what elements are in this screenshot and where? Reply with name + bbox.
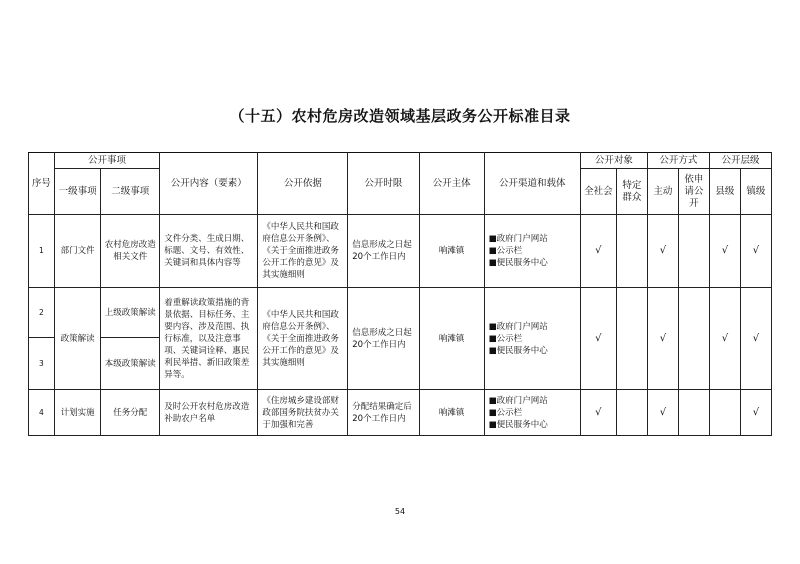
header-time: 公开时限 xyxy=(348,153,419,215)
row-level2: 上级政策解读 xyxy=(101,288,160,338)
header-level1: 一级事项 xyxy=(54,169,100,215)
header-seq: 序号 xyxy=(29,153,55,215)
row-level1: 政策解读 xyxy=(54,288,100,390)
row-subject: 响滩镇 xyxy=(419,215,484,288)
header-tier-county: 县级 xyxy=(709,169,740,215)
table-row xyxy=(29,215,772,288)
header-items: 公开事项 xyxy=(54,153,159,169)
row-level2: 农村危房改造相关文件 xyxy=(101,215,160,288)
check-active: √ xyxy=(647,390,678,436)
row-level2: 本级政策解读 xyxy=(101,338,160,390)
row-time: 信息形成之日起20个工作日内 xyxy=(348,288,419,390)
channel-item: ■便民服务中心 xyxy=(488,419,548,430)
channel-item: ■政府门户网站 xyxy=(488,321,548,332)
check-all: √ xyxy=(580,215,616,288)
row-level1: 计划实施 xyxy=(54,390,100,436)
row-content: 着重解读政策措施的背景依据、目标任务、主要内容、涉及范围、执行标准，以及注意事项、关键词诠释、惠民利民举措、新旧政策差异等。 xyxy=(160,288,258,390)
check-all: √ xyxy=(580,288,616,390)
header-subject: 公开主体 xyxy=(419,153,484,215)
header-tier: 公开层级 xyxy=(709,153,771,169)
header-content: 公开内容（要素） xyxy=(160,153,258,215)
check-town: √ xyxy=(740,390,771,436)
channel-item: ■便民服务中心 xyxy=(488,258,548,268)
channel-item: ■公示栏 xyxy=(488,407,523,418)
check-county xyxy=(709,390,740,436)
table-row xyxy=(29,288,772,338)
check-specific xyxy=(616,288,647,390)
row-basis: 《中华人民共和国政府信息公开条例》、《关于全面推进政务公开工作的意见》及其实施细则 xyxy=(258,288,348,390)
header-mode: 公开方式 xyxy=(647,153,709,169)
row-basis: 《中华人民共和国政府信息公开条例》、《关于全面推进政务公开工作的意见》及其实施细则 xyxy=(258,215,348,288)
check-specific xyxy=(616,390,647,436)
header-row-1 xyxy=(29,153,772,169)
check-all: √ xyxy=(580,390,616,436)
channel-item: ■公示栏 xyxy=(488,333,523,344)
row-seq: 2 xyxy=(29,288,55,338)
header-level2: 二级事项 xyxy=(101,169,160,215)
header-target: 公开对象 xyxy=(580,153,647,169)
table-row xyxy=(29,390,772,436)
header-target-specific: 特定群众 xyxy=(616,169,647,215)
row-seq: 3 xyxy=(29,338,55,390)
header-mode-active: 主动 xyxy=(647,169,678,215)
header-tier-town: 镇级 xyxy=(740,169,771,215)
channel-item: ■政府门户网站 xyxy=(488,395,548,406)
check-active: √ xyxy=(647,215,678,288)
check-active: √ xyxy=(647,288,678,390)
check-apply xyxy=(678,390,709,436)
row-subject: 响滩镇 xyxy=(419,390,484,436)
page-title: （十五）农村危房改造领域基层政务公开标准目录 xyxy=(229,107,571,125)
row-subject: 响滩镇 xyxy=(419,288,484,390)
check-specific xyxy=(616,215,647,288)
row-level2: 任务分配 xyxy=(101,390,160,436)
check-town: √ xyxy=(740,215,771,288)
channel-item: ■公示栏 xyxy=(488,246,523,256)
check-county: √ xyxy=(709,215,740,288)
row-channels xyxy=(484,390,580,436)
header-channel: 公开渠道和载体 xyxy=(484,153,580,215)
row-level1: 部门文件 xyxy=(54,215,100,288)
catalog-table xyxy=(28,152,772,436)
header-mode-apply: 依申请公开 xyxy=(678,169,709,215)
check-county: √ xyxy=(709,288,740,390)
row-channels xyxy=(484,288,580,390)
row-content: 及时公开农村危房改造补助农户名单 xyxy=(160,390,258,436)
check-apply xyxy=(678,215,709,288)
row-content: 文件分类、生成日期、标题、文号、有效性、关键词和具体内容等 xyxy=(160,215,258,288)
check-apply xyxy=(678,288,709,390)
header-basis: 公开依据 xyxy=(258,153,348,215)
channel-item: ■政府门户网站 xyxy=(488,234,548,244)
row-seq: 1 xyxy=(29,215,55,288)
row-basis: 《住房城乡建设部财政部国务院扶贫办关于加强和完善 xyxy=(258,390,348,436)
channel-item: ■便民服务中心 xyxy=(488,345,548,356)
row-seq: 4 xyxy=(29,390,55,436)
check-town: √ xyxy=(740,288,771,390)
page-number: 54 xyxy=(394,507,406,516)
row-time: 信息形成之日起20个工作日内 xyxy=(348,215,419,288)
row-channels xyxy=(484,215,580,288)
header-target-all: 全社会 xyxy=(580,169,616,215)
row-time: 分配结果确定后20个工作日内 xyxy=(348,390,419,436)
